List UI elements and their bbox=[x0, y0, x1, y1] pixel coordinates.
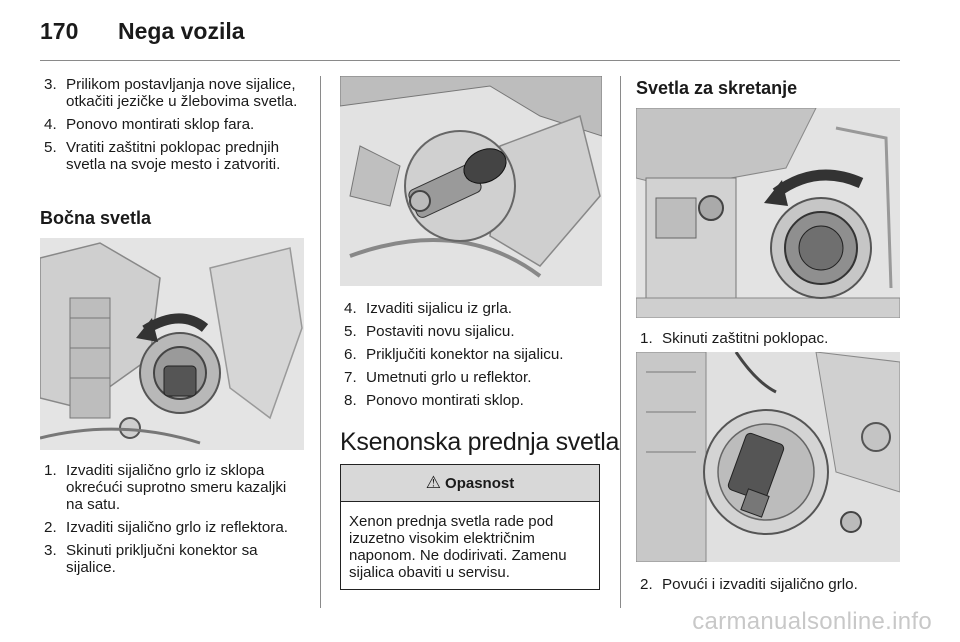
column-1 bbox=[40, 76, 304, 179]
bulb-holder-illustration bbox=[340, 76, 602, 286]
side-light-illustration bbox=[40, 238, 304, 450]
page-number: 170 bbox=[40, 18, 79, 44]
list-item: 2. Izvaditi sijalično grlo iz reflektora. bbox=[44, 519, 288, 536]
page-title: Nega vozila bbox=[118, 18, 245, 44]
column-2-steps bbox=[340, 300, 602, 415]
header-divider bbox=[40, 60, 900, 61]
list-item: 3. Prilikom postavljanja nove sijalice, otkačiti jezičke u žlebovima svetla. bbox=[44, 76, 298, 110]
step-list-top bbox=[40, 76, 304, 173]
danger-box bbox=[340, 464, 600, 590]
list-item: 4. Izvaditi sijalicu iz grla. bbox=[344, 300, 513, 317]
list-item: 5. Postaviti novu sijalicu. bbox=[344, 323, 515, 340]
section-title-xenon: Ksenonska prednja svetla bbox=[340, 428, 620, 456]
list-item: 6. Priključiti konektor na sijalicu. bbox=[344, 346, 564, 363]
danger-text: Xenon prednja svetla rade pod izuzetno visokim električnim naponom. Ne dodirivati. Zamenu sijalica obaviti u servisu. bbox=[349, 513, 567, 581]
list-item: 1. Izvaditi sijalično grlo iz sklopa okrećući suprotno smeru kazaljki na satu. bbox=[44, 462, 287, 513]
danger-label: Opasnost bbox=[445, 474, 515, 492]
watermark: carmanualsonline.info bbox=[692, 608, 932, 635]
list-item: 8. Ponovo montirati sklop. bbox=[344, 392, 524, 409]
step-list-col2 bbox=[340, 300, 602, 409]
list-item: 3. Skinuti priključni konektor sa sijalice. bbox=[44, 542, 258, 576]
list-item: 5. Vratiti zaštitni poklopac prednjih svetla na svoje mesto i zatvoriti. bbox=[44, 139, 281, 173]
danger-box-header bbox=[341, 465, 599, 502]
column-3-step-2 bbox=[636, 576, 900, 599]
list-item: 4. Ponovo montirati sklop fara. bbox=[44, 116, 255, 133]
list-item: 1. Skinuti zaštitni poklopac. bbox=[640, 330, 829, 347]
page-header bbox=[40, 18, 900, 58]
column-3-step-1 bbox=[636, 330, 900, 353]
cornering-bulb-holder-illustration bbox=[636, 352, 900, 562]
section-title-side-lights: Bočna svetla bbox=[40, 208, 152, 228]
column-divider-1 bbox=[320, 76, 321, 608]
list-item: 7. Umetnuti grlo u reflektor. bbox=[344, 369, 532, 386]
warning-triangle-icon: ⚠ bbox=[425, 473, 442, 492]
column-divider-2 bbox=[620, 76, 621, 608]
step-list-bottom bbox=[40, 462, 304, 576]
section-title-cornering-lights: Svetla za skretanje bbox=[636, 78, 798, 98]
column-1-bottom bbox=[40, 462, 304, 582]
list-item: 2. Povući i izvaditi sijalično grlo. bbox=[640, 576, 858, 593]
cornering-light-cover-illustration bbox=[636, 108, 900, 318]
